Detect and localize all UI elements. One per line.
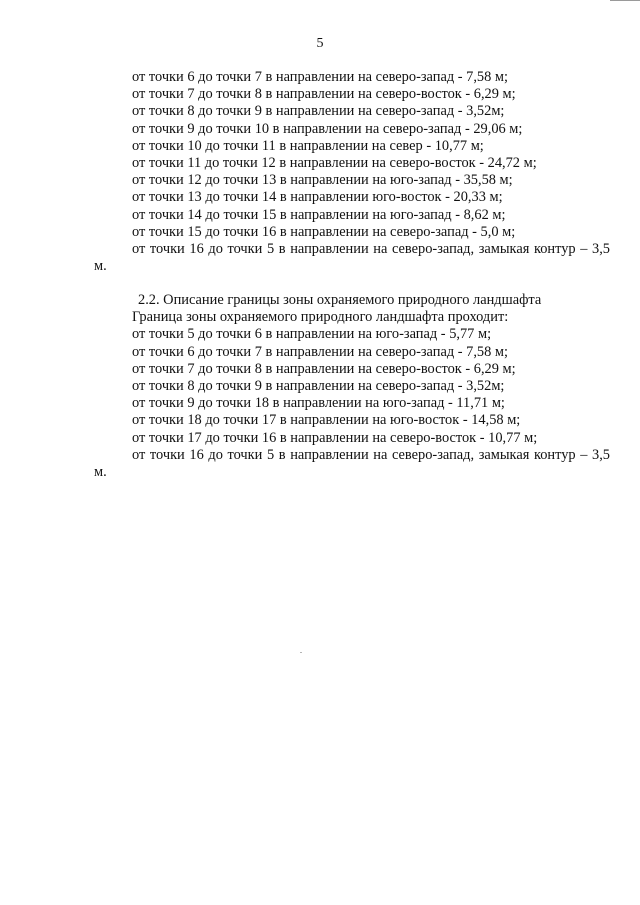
landscape-zone-section [94,292,610,481]
segment-line: от точки 11 до точки 12 в направлении на северо-восток - 24,72 м; [132,155,537,172]
segment-line: от точки 17 до точки 16 в направлении на северо-восток - 10,77 м; [132,429,538,446]
segment-line: от точки 18 до точки 17 в направлении на юго-восток - 14,58 м; [132,412,521,429]
closing-segment-paragraph: от точки 16 до точки 5 в направлении на северо-запад, замыкая контур – 3,5 м. [94,241,610,275]
segment-line: от точки 12 до точки 13 в направлении на юго-запад - 35,58 м; [132,172,513,189]
closing-segment-paragraph: от точки 16 до точки 5 в направлении на северо-запад, замыкая контур – 3,5 м. [94,446,610,481]
segment-line: от точки 10 до точки 11 в направлении на север - 10,77 м; [132,137,484,154]
segment-line: от точки 6 до точки 7 в направлении на северо-запад - 7,58 м; [132,343,509,360]
boundary-segments-section [94,69,610,275]
page-edge-mark [610,0,640,1]
segment-line: от точки 14 до точки 15 в направлении на юго-запад - 8,62 м; [132,206,506,223]
section-heading: 2.2. Описание границы зоны охраняемого природного ландшафта [138,292,542,308]
segment-line: от точки 5 до точки 6 в направлении на юго-запад - 5,77 м; [132,326,492,343]
segment-line: от точки 7 до точки 8 в направлении на северо-восток - 6,29 м; [132,360,516,377]
segment-line: от точки 6 до точки 7 в направлении на северо-запад - 7,58 м; [132,69,509,85]
segment-line: от точки 9 до точки 18 в направлении на юго-запад - 11,71 м; [132,395,505,412]
segment-line: от точки 8 до точки 9 в направлении на северо-запад - 3,52м; [132,378,505,395]
segment-line: от точки 13 до точки 14 в направлении юго-восток - 20,33 м; [132,189,503,206]
segment-line: от точки 15 до точки 16 в направлении на северо-запад - 5,0 м; [132,223,516,240]
segment-line: от точки 9 до точки 10 в направлении на северо-запад - 29,06 м; [132,120,523,137]
segment-line: от точки 8 до точки 9 в направлении на северо-запад - 3,52м; [132,103,505,120]
segment-line: от точки 7 до точки 8 в направлении на северо-восток - 6,29 м; [132,86,516,103]
scan-speck [300,652,302,653]
section-subheading: Граница зоны охраняемого природного ландшафта проходит: [132,309,509,326]
page-number: 5 [316,36,324,51]
